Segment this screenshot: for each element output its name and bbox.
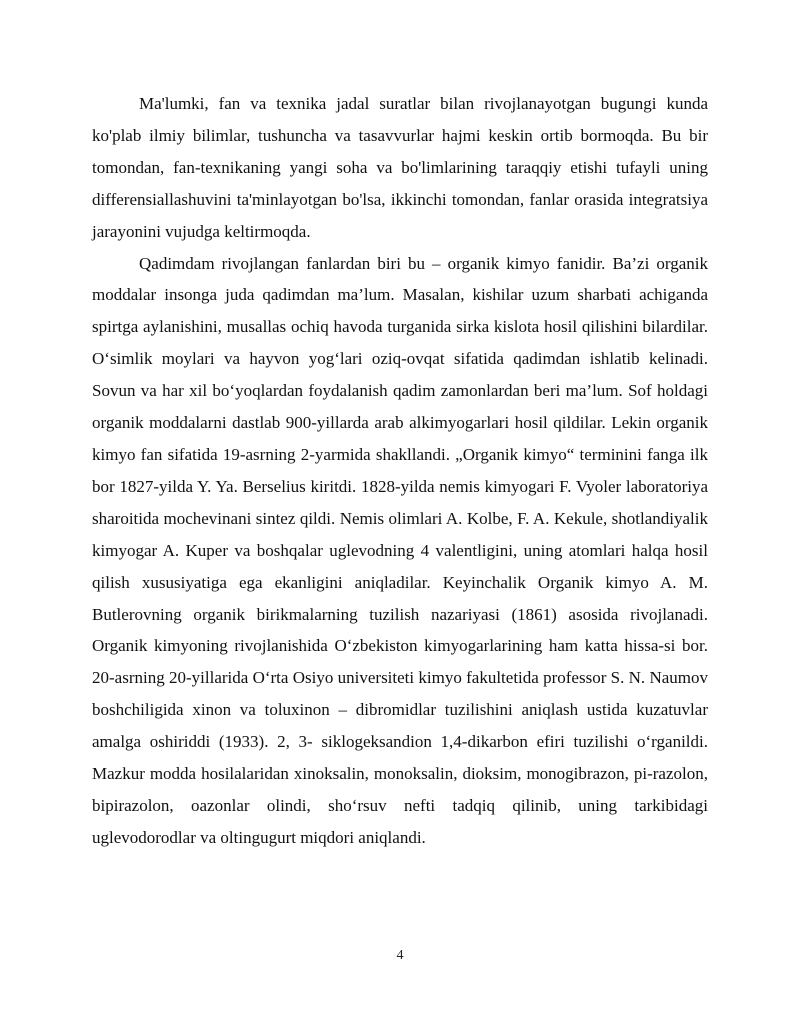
body-text bbox=[92, 88, 708, 854]
paragraph-intro: Ma'lumki, fan va texnika jadal suratlar bilan rivojlanayotgan bugungi kunda ko'plab ilmiy bilimlar, tushuncha va tasavvurlar hajmi keskin ortib bormoqda. Bu bir tomondan, fan-texnikaning yangi soha va bo'limlarining taraqqiy etishi tufayli uning differensiallashuvini ta'minlayotgan bo'lsa, ikkinchi tomondan, fanlar orasida integratsiya jarayonini vujudga keltirmoqda. bbox=[92, 94, 708, 241]
page-number: 4 bbox=[396, 948, 404, 963]
paragraph-organic-chemistry: Qadimdam rivojlangan fanlardan biri bu – organik kimyo fanidir. Ba’zi organik moddalar insonga juda qadimdan ma’lum. Masalan, kishilar uzum sharbati achiganda spirtga aylanishini, musallas ochiq havoda turganida sirka kislota hosil qilishini bilardilar. O‘simlik moylari va hayvon yog‘lari oziq-ovqat sifatida qadimdan ishlatib kelinadi. Sovun va har xil bo‘yoqlardan foydalanish qadim zamonlardan beri ma’lum. Sof holdagi organik moddalarni dastlab 900-yillarda arab alkimyogarlari hosil qildilar. Lekin organik kimyo fan sifatida 19-asrning 2-yarmida shakllandi. „Organik kimyo“ terminini fanga ilk bor 1827-yilda Y. Ya. Berselius kiritdi. 1828-yilda nemis kimyogari F. Vyoler laboratoriya sharoitida mochevinani sintez qildi. Nemis olimlari A. Kolbe, F. A. Kekule, shotlandiyalik kimyogar A. Kuper va boshqalar uglevodning 4 valentligini, uning atomlari halqa hosil qilish xususiyatiga ega ekanligini aniqladilar. Keyinchalik Organik kimyo A. M. Butlerovning organik birikmalarning tuzilish nazariyasi (1861) asosida rivojlanadi. Organik kimyoning rivojlanishida O‘zbekiston kimyogarlarining ham katta hissa-si bor. 20-asrning 20-yillarida O‘rta Osiyo universiteti kimyo fakultetida professor S. N. Naumov boshchiligida xinon va toluxinon – dibromidlar tuzilishini aniqlash ustida kuzatuvlar amalga oshiriddi (1933). 2, 3- siklogeksandion 1,4-dikarbon efiri tuzilishi o‘rganildi. Mazkur modda hosilalaridan xinoksalin, monoksalin, dioksim, monogibrazon, pi-razolon, bipirazolon, oazonlar olindi, sho‘rsuv nefti tadqiq qilinib, uning tarkibidagi uglevodorodlar va oltingugurt miqdori aniqlandi. bbox=[92, 253, 708, 847]
